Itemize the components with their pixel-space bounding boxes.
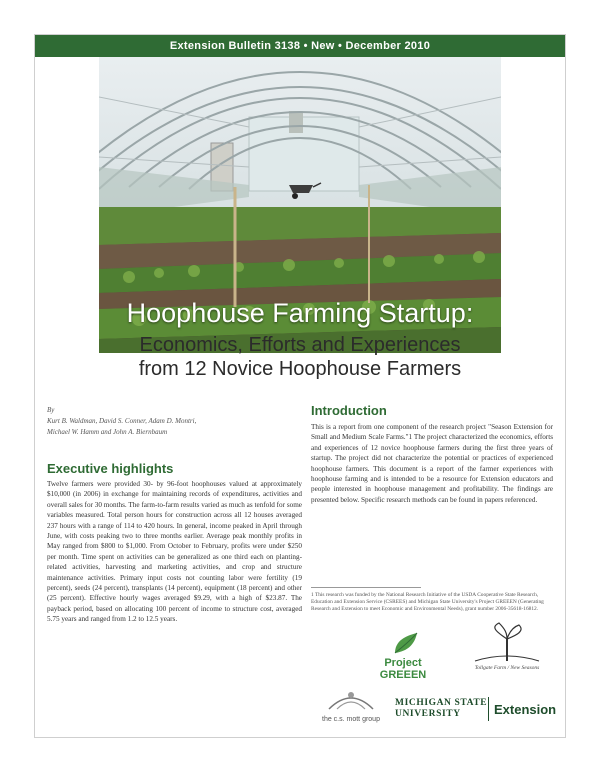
- mott-group-label: the c.s. mott group: [322, 716, 380, 723]
- msu-extension-logo: [395, 697, 557, 723]
- bulletin-cover: [34, 34, 566, 738]
- project-green-logo: [365, 631, 441, 681]
- tree-icon: [467, 621, 547, 665]
- mott-group-logo: [311, 683, 391, 731]
- author-byline: [47, 405, 302, 438]
- byline-by: By: [47, 406, 55, 414]
- subtitle-line-2: from 12 Novice Hoophouse Farmers: [138, 358, 462, 380]
- mott-emblem-icon: [311, 683, 391, 715]
- executive-highlights-heading: Executive highlights: [47, 461, 174, 476]
- byline-authors-2: Michael W. Hamm and John A. Biernbaum: [47, 428, 168, 436]
- footnote-separator: [311, 587, 421, 588]
- msu-line-1: MICHIGAN STATE: [395, 698, 488, 708]
- subtitle-line-1: Economics, Efforts and Experiences: [139, 334, 461, 356]
- bulletin-title: Hoophouse Farming Startup:: [126, 298, 474, 328]
- leaf-icon: [365, 631, 441, 657]
- bulletin-subtitle: [75, 333, 525, 381]
- msu-divider: [488, 697, 489, 721]
- executive-highlights-body: Twelve farmers were provided 30- by 96-foot hoophouses valued at approximately $10,000 (in 2006) in exchange for maintaining records of expenditures, activities and overall sales for 30 months. The farm-to-farm results varied as much as tenfold for some variables measured. Total person hours for construction across all 12 houses averaged 237 hours with a range of 114 to 420 hours. In general, income peaked in April through June, with costs peaking two to three months earlier. Average peak monthly profits in May ranged from $800 to $1,000. From October to February, profits were under $250 per month. Time spent on activities can be generalized as one third each on planting-related activities, harvesting and marketing activities, and crop and structure maintenance activities. Primary input costs not counting labor were fertility (19 percent), seeds (24 percent), transplants (14 percent), equipment (18 percent) and other (25 percent). Effective hourly wages averaged $9.29, with a high of $23.87. The payback period, based on allocating 100 percent of income to structure cost, averaged 5.75 years and ranged from 1.2 to 12.5 years.: [47, 480, 302, 624]
- new-seasons-logo: [467, 621, 547, 681]
- new-seasons-label: Tollgate Farm / New Seasons: [474, 665, 540, 671]
- msu-extension-label: Extension: [494, 702, 557, 717]
- introduction-body: This is a report from one component of the research project "Season Extension for Small and Medium Scale Farms."1 The project characterized the economics, efforts and experiences of 12 novice hoophouse farmers during the first three years of startup. The project did not characterize the potential or practices of experienced hoophouse farmers. This document is a report of the farmer experiences with hoophouse farming and is intended to be a resource for Extension educators and people interested in hoophouse management and profitability. The findings are presented below. Specific research methods can be found in papers referenced.: [311, 423, 553, 504]
- project-green-label: Project GREEEN: [379, 657, 427, 681]
- bulletin-banner: Extension Bulletin 3138 • New • December 2010: [35, 35, 565, 57]
- msu-line-2: UNIVERSITY: [395, 708, 461, 719]
- msu-name: [395, 698, 487, 719]
- funding-footnote: 1 This research was funded by the National Research Initiative of the USDA Cooperative State Research, Education and Extension Service (CSREES) and Michigan State University's Project GREEEN (Generating Research and Extension to meet Economic and Environmental Needs), grant number 2006-35618-16812.: [311, 592, 544, 613]
- byline-authors-1: Kurt B. Waldman, David S. Conner, Adam D. Montri,: [47, 417, 197, 425]
- introduction-heading: Introduction: [311, 403, 387, 418]
